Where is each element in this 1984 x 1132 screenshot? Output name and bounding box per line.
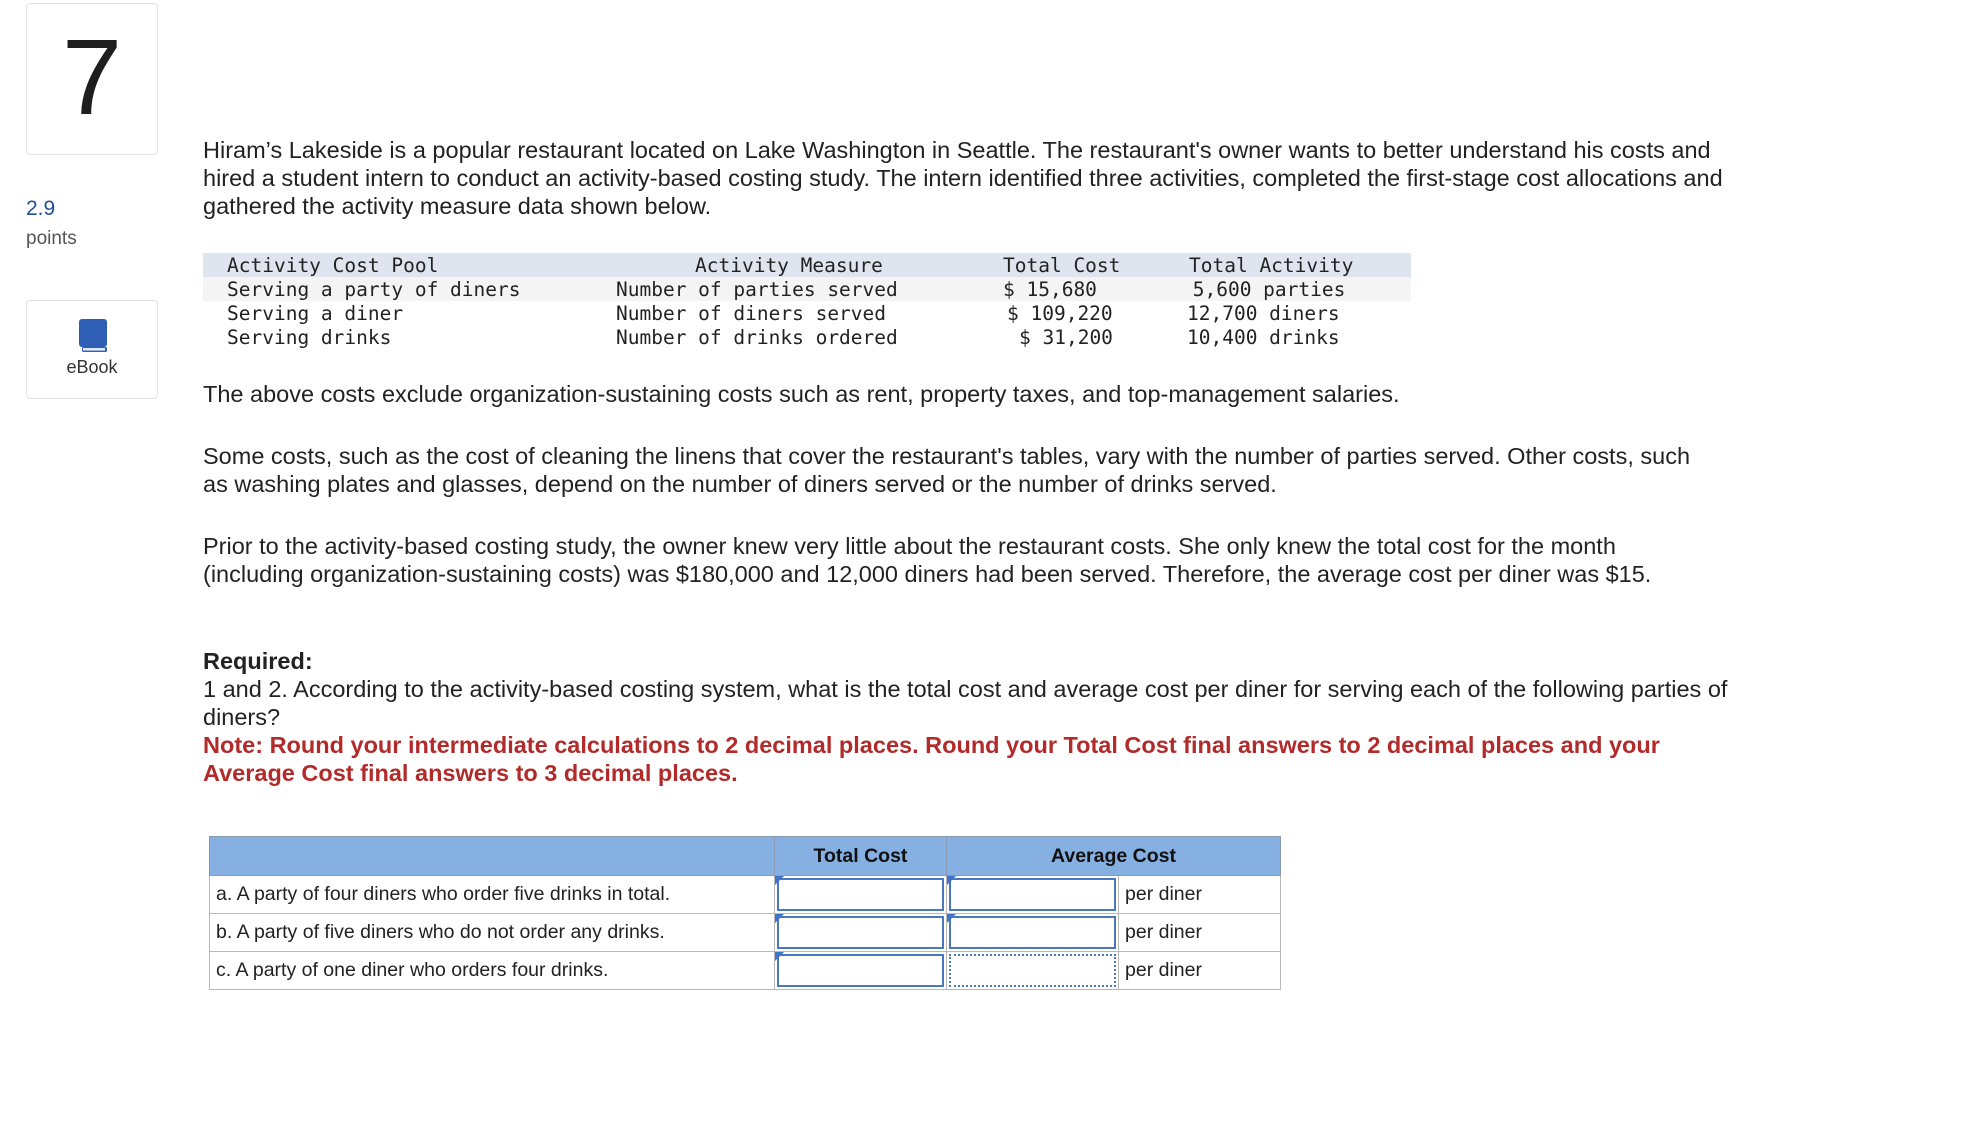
- average-cost-field[interactable]: [949, 878, 1116, 911]
- ebook-label: eBook: [66, 357, 118, 377]
- activity-table-row: [203, 301, 1411, 325]
- costs-exclusion-paragraph: The above costs exclude organization-sustaining costs such as rent, property taxes, and top-management salaries.: [203, 381, 1400, 407]
- row-label: a. A party of four diners who order five drinks in total.: [210, 876, 775, 914]
- book-icon: [78, 318, 108, 354]
- average-cost-input-c[interactable]: [947, 952, 1119, 990]
- flag-icon: [947, 876, 956, 885]
- unit-label: per diner: [1119, 876, 1281, 914]
- answer-row-b: [210, 914, 1281, 952]
- required-section: [203, 647, 1743, 787]
- question-number-box: [26, 3, 158, 155]
- total-cost-input-c[interactable]: [775, 952, 947, 990]
- question-number: 7: [61, 15, 123, 137]
- total-cost-input-a[interactable]: [775, 876, 947, 914]
- cell-total-activity: 12,700 diners: [1187, 302, 1340, 325]
- activity-table-header: [203, 253, 1411, 277]
- activity-table-row: [203, 277, 1411, 301]
- flag-icon: [775, 952, 784, 961]
- flag-icon: [947, 914, 956, 923]
- cell-total-cost: $ 31,200: [1019, 326, 1113, 349]
- average-cost-input-a[interactable]: [947, 876, 1119, 914]
- cell-cost-pool: Serving a party of diners: [227, 278, 521, 301]
- total-cost-field[interactable]: [777, 916, 944, 949]
- average-cost-paragraph: Prior to the activity-based costing study, the owner knew very little about the restaurant costs. She only knew the total cost for the month (including organization-sustaining costs) was $180,000 and 12,000 diners had been served. Therefore, the average cost per diner was $15.: [203, 533, 1652, 587]
- cell-total-cost: $ 15,680: [1003, 278, 1097, 301]
- cost-variability-paragraph: Some costs, such as the cost of cleaning the linens that cover the restaurant's tables, vary with the number of parties served. Other costs, such as washing plates and glasses, depend on the number of diners served or the number of drinks served.: [203, 443, 1691, 497]
- cell-cost-pool: Serving drinks: [227, 326, 392, 349]
- flag-icon: [775, 914, 784, 923]
- header-cost-pool: Activity Cost Pool: [227, 254, 439, 277]
- activity-cost-table: [203, 253, 1411, 349]
- unit-label: per diner: [1119, 914, 1281, 952]
- points-label: points: [26, 228, 77, 249]
- required-title: Required:: [203, 648, 313, 674]
- cell-total-activity: 5,600 parties: [1181, 278, 1346, 301]
- cell-total-activity: 10,400 drinks: [1187, 326, 1340, 349]
- row-label: b. A party of five diners who do not order any drinks.: [210, 914, 775, 952]
- row-label: c. A party of one diner who orders four drinks.: [210, 952, 775, 990]
- header-average-cost: Average Cost: [947, 837, 1281, 876]
- header-total-cost: Total Cost: [775, 837, 947, 876]
- cell-activity-measure: Number of diners served: [616, 302, 887, 325]
- total-cost-field[interactable]: [777, 878, 944, 911]
- total-cost-field[interactable]: [777, 954, 944, 987]
- average-cost-field[interactable]: [949, 954, 1116, 987]
- rounding-note: Note: Round your intermediate calculations to 2 decimal places. Round your Total Cost final answers to 2 decimal places and your Average Cost final answers to 3 decimal places.: [203, 732, 1660, 786]
- cell-cost-pool: Serving a diner: [227, 302, 404, 325]
- total-cost-input-b[interactable]: [775, 914, 947, 952]
- cell-activity-measure: Number of drinks ordered: [616, 326, 898, 349]
- cell-activity-measure: Number of parties served: [616, 278, 898, 301]
- header-total-cost: Total Cost: [1003, 254, 1121, 277]
- flag-icon: [775, 876, 784, 885]
- points-value: 2.9: [26, 197, 56, 220]
- unit-label: per diner: [1119, 952, 1281, 990]
- cell-total-cost: $ 109,220: [1007, 302, 1113, 325]
- ebook-button[interactable]: [26, 300, 158, 399]
- activity-table-row: [203, 325, 1411, 349]
- header-total-activity: Total Activity: [1189, 254, 1354, 277]
- answer-table: [209, 836, 1281, 990]
- header-activity-measure: Activity Measure: [695, 254, 883, 277]
- answer-row-c: [210, 952, 1281, 990]
- header-blank: [210, 837, 775, 876]
- answer-table-header: [210, 837, 1281, 876]
- required-text: 1 and 2. According to the activity-based costing system, what is the total cost and average cost per diner for serving each of the following parties of diners?: [203, 676, 1728, 730]
- answer-row-a: [210, 876, 1281, 914]
- average-cost-field[interactable]: [949, 916, 1116, 949]
- intro-paragraph: Hiram’s Lakeside is a popular restaurant located on Lake Washington in Seattle. The restaurant's owner wants to better understand his costs and hired a student intern to conduct an activity-based costing study. The intern identified three activities, completed the first-stage cost allocations and gathered the activity measure data shown below.: [203, 137, 1723, 219]
- average-cost-input-b[interactable]: [947, 914, 1119, 952]
